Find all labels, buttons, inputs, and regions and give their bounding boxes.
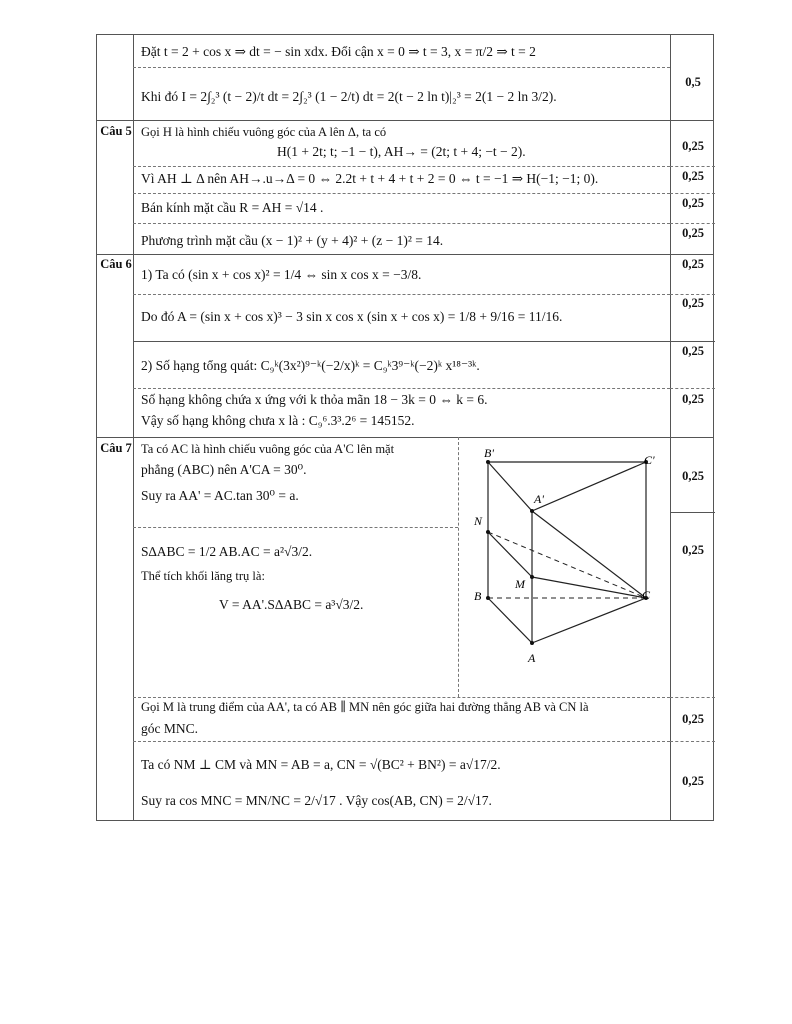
c7-volume-intro: Thể tích khối lăng trụ là: xyxy=(141,569,265,583)
sub-row-divider xyxy=(133,697,670,698)
point-b xyxy=(486,596,490,600)
point-n xyxy=(486,530,490,534)
c7-lengths: Ta có NM ⊥ CM và MN = AB = a, CN = √(BC² + BN²) = a√17/2. xyxy=(141,757,501,772)
sub-row-divider xyxy=(133,741,670,742)
answer-table xyxy=(96,34,714,821)
points-divider xyxy=(670,341,715,342)
label-b: B xyxy=(474,589,482,603)
col-divider-label xyxy=(133,35,134,820)
c7-angle-mnc: góc MNC. xyxy=(141,721,198,736)
point-a1 xyxy=(530,509,534,513)
segment-mc xyxy=(532,577,646,598)
points-divider xyxy=(670,223,715,224)
c7d-points: 0,25 xyxy=(682,543,704,557)
c5e-points: 0,25 xyxy=(682,226,704,240)
c5d-points: 0,25 xyxy=(682,196,704,210)
sub-row-divider xyxy=(133,388,670,389)
c7a-points: 0,25 xyxy=(682,469,704,483)
edge-ba xyxy=(488,598,532,643)
label-b1: B' xyxy=(484,446,494,460)
c6-compute-a: Do đó A = (sin x + cos x)³ − 3 sin x cos x (sin x + cos x) = 1/8 + 9/16 = 11/16. xyxy=(141,309,563,324)
c7-angle: phẳng (ABC) nên A'CA = 30⁰. xyxy=(141,462,307,477)
row1-substitution: Đặt t = 2 + cos x ⇒ dt = − sin xdx. Đổi cận x = 0 ⇒ t = 3, x = π/2 ⇒ t = 2 xyxy=(141,44,536,59)
edge-b1a1 xyxy=(488,462,532,511)
question-6-label: Câu 6 xyxy=(100,257,132,271)
c6-condition: Số hạng không chứa x ứng với k thỏa mãn 18 − 3k = 0 ⇔ k = 6. xyxy=(141,392,488,407)
points-divider xyxy=(670,193,715,194)
c6b-points: 0,25 xyxy=(682,296,704,310)
row1-integral-result: Khi đó I = 2∫₂³ (t − 2)/t dt = 2∫₂³ (1 − 2/t) dt = 2(t − 2 ln t)|₂³ = 2(1 − 2 ln 3/2). xyxy=(141,89,557,104)
points-divider xyxy=(670,741,715,742)
points-divider xyxy=(670,294,715,295)
sub-row-divider xyxy=(133,527,458,528)
c7-area: S∆ABC = 1/2 AB.AC = a²√3/2. xyxy=(141,544,313,559)
points-divider xyxy=(670,166,715,167)
label-c1: C' xyxy=(644,453,655,467)
edge-ac xyxy=(532,598,646,643)
c6-answer: Vậy số hạng không chưa x là : C₉⁶.3³.2⁶ = 145152. xyxy=(141,413,415,428)
label-m: M xyxy=(515,577,525,591)
c5c-points: 0,25 xyxy=(682,169,704,183)
row-separator xyxy=(97,254,713,255)
c7-cosine: Suy ra cos MNC = MN/NC = 2/√17 . Vậy cos(AB, CN) = 2/√17. xyxy=(141,793,492,808)
sub-row-divider xyxy=(133,193,670,194)
points-divider xyxy=(670,697,715,698)
c7g-points: 0,25 xyxy=(682,712,704,726)
c5a-points: 0,25 xyxy=(682,139,704,153)
sub-row-divider xyxy=(133,166,670,167)
c7-projection: Ta có AC là hình chiếu vuông góc của A'C lên mặt xyxy=(141,442,395,456)
label-a: A xyxy=(528,651,536,665)
c7i-points: 0,25 xyxy=(682,774,704,788)
sub-row-divider xyxy=(133,341,670,342)
label-n: N xyxy=(474,514,483,528)
c7-height: Suy ra AA' = AC.tan 30⁰ = a. xyxy=(141,488,299,503)
label-a1: A' xyxy=(534,492,544,506)
point-b1 xyxy=(486,460,490,464)
c6c-points: 0,25 xyxy=(682,344,704,358)
c6-general-term: 2) Số hạng tổng quát: C₉ᵏ(3x²)⁹⁻ᵏ(−2/x)ᵏ = C₉ᵏ3⁹⁻ᵏ(−2)ᵏ x¹⁸⁻³ᵏ. xyxy=(141,358,480,373)
sub-row-divider xyxy=(133,223,670,224)
sub-row-divider xyxy=(133,294,670,295)
prism-figure xyxy=(458,446,678,676)
c6a-points: 0,25 xyxy=(682,257,704,271)
hidden-segment-nc xyxy=(488,532,646,598)
question-5-label: Câu 5 xyxy=(100,124,132,138)
segment-nm xyxy=(488,532,532,577)
sub-row-divider xyxy=(133,67,670,68)
point-a xyxy=(530,641,534,645)
c5-intro: Gọi H là hình chiếu vuông góc của A lên Δ, ta có xyxy=(141,125,387,139)
segment-a1c xyxy=(532,511,646,598)
c5-sphere-equation: Phương trình mặt cầu (x − 1)² + (y + 4)² + (z − 1)² = 14. xyxy=(141,233,444,248)
point-m xyxy=(530,575,534,579)
row-separator xyxy=(97,120,713,121)
edge-a1c1 xyxy=(532,462,646,511)
points-divider xyxy=(670,388,715,389)
c7-volume: V = AA'.S∆ABC = a³√3/2. xyxy=(219,597,364,612)
c6-part1: 1) Ta có (sin x + cos x)² = 1/4 ⇔ sin x cos x = −3/8. xyxy=(141,267,422,282)
row-separator xyxy=(97,437,713,438)
c5-radius: Bán kính mặt cầu R = AH = √14 . xyxy=(141,200,324,215)
c5-orthogonality: Vì AH ⊥ Δ nên AH→.u→Δ = 0 ⇔ 2.2t + t + 4 + t + 2 = 0 ⇔ t = −1 ⇒ H(−1; −1; 0). xyxy=(141,171,599,186)
c6d-points: 0,25 xyxy=(682,392,704,406)
c5-point-h: H(1 + 2t; t; −1 − t), AH→ = (2t; t + 4; −t − 2). xyxy=(277,144,526,159)
c7-midpoint: Gọi M là trung điểm của AA', ta có AB ∥ MN nên góc giữa hai đường thẳng AB và CN là xyxy=(141,700,589,714)
question-7-label: Câu 7 xyxy=(100,441,132,455)
row1-points: 0,5 xyxy=(685,75,701,89)
label-c: C xyxy=(642,588,651,602)
